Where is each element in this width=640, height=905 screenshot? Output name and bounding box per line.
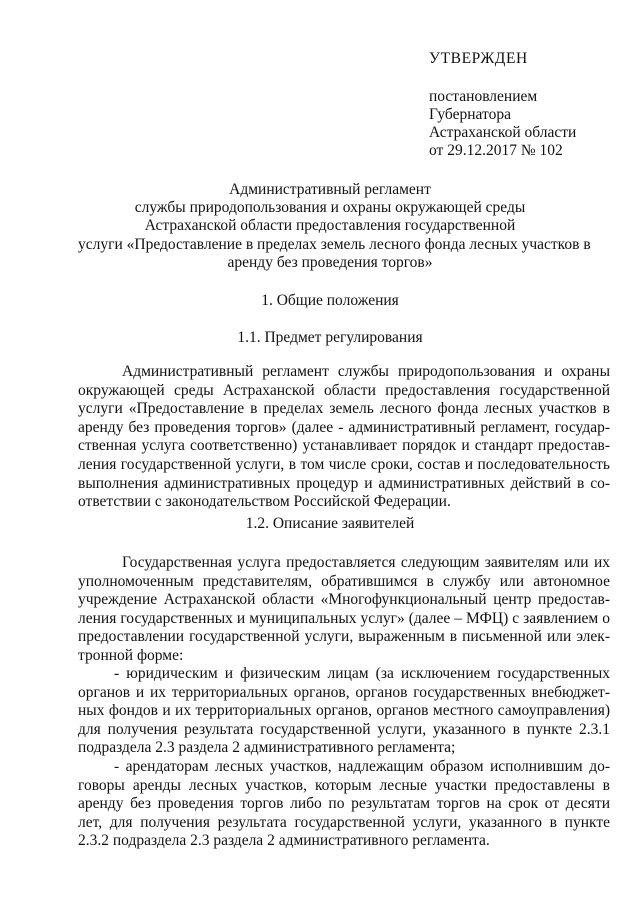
paragraph-line: уполномоченным представителям, обратившимся в службу или автономное <box>78 572 610 590</box>
paragraph-line: ления государственной услуги, в том числе сроки, состав и последовательность <box>78 455 610 473</box>
paragraph-line: услуги «Предоставление в пределах земель лесного фонда лесных участков в <box>78 400 610 418</box>
document-title <box>78 181 591 272</box>
list-item-legal-entities <box>78 665 610 758</box>
title-line: Астраханской области предоставления государственной <box>144 217 516 235</box>
paragraph-line: подраздела 2.3 раздела 2 административного регламента; <box>78 739 456 757</box>
paragraph-subject <box>78 363 610 512</box>
paragraph-line: аренду без проведения торгов» (далее - административный регламент, государ- <box>78 418 610 436</box>
title-line: Административный регламент <box>229 181 431 198</box>
title-line: услуги «Предоставление в пределах земель лесного фонда лесных участков в <box>78 235 591 253</box>
paragraph-line: ных фондов и их территориальных органов, органов местного самоуправления) <box>78 702 610 720</box>
paragraph-line: учреждение Астраханской области «Многофункциональный центр предостав- <box>78 591 610 609</box>
paragraph-line: органов и их территориальных органов, органов государственных внебюджет- <box>78 683 610 701</box>
paragraph-line: - юридическим и физическим лицам (за исключением государственных <box>114 665 610 682</box>
subsection-heading-subject: 1.1. Предмет регулирования <box>237 329 423 346</box>
title-line: аренду без проведения торгов» <box>227 253 433 271</box>
paragraph-line: аренду без проведения торгов либо по результатам торгов на срок от десяти <box>78 795 610 813</box>
section-heading-general: 1. Общие положения <box>261 292 399 309</box>
subsection-heading-applicants: 1.2. Описание заявителей <box>245 515 415 532</box>
paragraph-line: предоставлении государственной услуги, выраженным в письменной или элек- <box>78 628 610 646</box>
paragraph-line: Государственная услуга предоставляется следующим заявителям или их <box>122 554 610 571</box>
paragraph-line: ления государственных и муниципальных услуг» (далее – МФЦ) с заявлением о <box>78 609 610 627</box>
paragraph-line: для получения результата государственной услуги, указанного в пункте 2.3.1 <box>78 720 610 738</box>
approval-line: Губернатора <box>429 106 511 123</box>
paragraph-line: - арендаторам лесных участков, надлежащим образом исполнившим до- <box>114 758 610 775</box>
paragraph-line: окружающей среды Астраханской области предоставления государственной <box>78 381 610 399</box>
paragraph-line: Административный регламент службы природопользования и охраны <box>122 363 610 380</box>
approval-line: Астраханской области <box>429 124 577 141</box>
paragraph-line: ответствии с законодательством Российской Федерации. <box>78 493 451 511</box>
paragraph-line: 2.3.2 подраздела 2.3 раздела 2 административного регламента. <box>78 832 490 850</box>
paragraph-line: ственная услуга соответственно) устанавливает порядок и стандарт предостав- <box>78 437 610 455</box>
approval-heading: УТВЕРЖДЕН <box>429 50 528 67</box>
approval-stamp <box>429 50 629 160</box>
paragraph-line: лет, для получения результата государственной услуги, указанного в пункте <box>78 813 610 831</box>
title-line: службы природопользования и охраны окружающей среды <box>134 199 526 217</box>
list-item-tenants <box>78 758 610 851</box>
paragraph-line: говоры аренды лесных участков, которым лесные участки предоставлены в <box>78 776 610 794</box>
approval-line: постановлением <box>429 88 538 105</box>
paragraph-applicants <box>78 554 610 666</box>
paragraph-line: тронной форме: <box>78 646 184 664</box>
approval-date-number: от 29.12.2017 № 102 <box>429 142 563 159</box>
paragraph-line: выполнения административных процедур и административных действий в со- <box>78 474 610 492</box>
